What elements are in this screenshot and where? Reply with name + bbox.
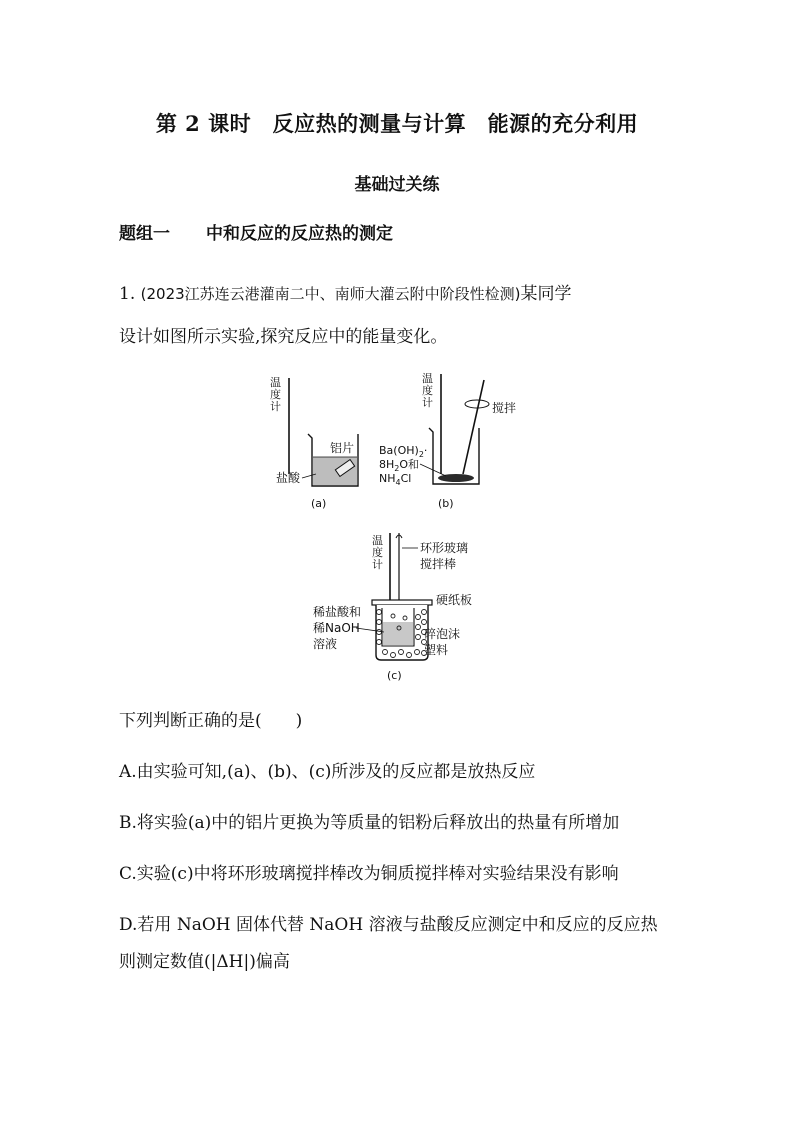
group-name: 中和反应的反应热的测定 [206,224,393,244]
stir-arrow-icon [465,400,489,408]
ring-stirrer-label-1: 环形玻璃 [420,541,469,555]
cardboard-lid [372,600,432,605]
question-prompt: 下列判断正确的是( ) [119,711,303,731]
acid-label: 盐酸 [276,471,301,485]
option-b: B.将实验(a)中的铝片更换为等质量的铝粉后释放出的热量有所增加 [119,813,620,833]
thermometer-label-a-3: 计 [270,400,281,413]
reagent-line-3: $NH_4Cl$ [379,472,412,487]
option-d-line-1: D.若用 NaOH 固体代替 NaOH 溶液与盐酸反应测定中和反应的反应热 [119,915,658,935]
solution-c [383,622,413,645]
stirring-rod-b [463,380,484,474]
thermometer-label-c-1: 温 [372,534,383,547]
thermometer-label-b-3: 计 [422,396,433,409]
option-c: C.实验(c)中将环形玻璃搅拌棒改为铜质搅拌棒对实验结果没有影响 [119,864,619,884]
reagent-line-1: $Ba(OH)_2\cdot$ [379,444,428,459]
thermometer-label-a-2: 度 [270,388,281,401]
group-label: 题组一 [119,224,170,244]
cardboard-label: 硬纸板 [436,593,473,607]
caption-b: (b) [438,497,454,510]
caption-c: (c) [387,669,402,682]
foam-label-1: 碎泡沫 [424,627,461,641]
apparatus-a [270,376,358,510]
option-d-line-2: 则测定数值(|ΔH|)偏高 [119,952,290,972]
ring-stirrer-label-2: 搅拌棒 [420,557,457,571]
apparatus-c [313,533,472,682]
question-number: 1. [119,284,136,304]
apparatus-b [379,372,516,510]
solution-label-3: 溶液 [313,637,338,651]
page-title: 第 2 课时 反应热的测量与计算 能源的充分利用 [155,111,639,136]
thermometer-label-b-1: 温 [422,372,433,385]
thermometer-label-c-2: 度 [372,546,383,559]
question-source: (2023江苏连云港灌南二中、南师大灌云附中阶段性检测) [140,285,521,303]
thermometer-label-c-3: 计 [372,558,383,571]
foam-label-2: 塑料 [424,643,449,657]
question-stem-part-2: 设计如图所示实验,探究反应中的能量变化。 [119,327,448,347]
solution-label-1: 稀盐酸和 [313,605,362,619]
caption-a: (a) [311,497,327,510]
reagent-line-2: $8H_2O$和 [379,458,420,473]
question-stem-part-1: 某同学 [520,284,572,304]
thermometer-label-b-2: 度 [422,384,433,397]
aluminum-label: 铝片 [330,441,355,455]
section-subtitle: 基础过关练 [354,175,440,195]
stir-label: 搅拌 [492,401,517,415]
solution-label-2: 稀NaOH [313,621,360,635]
option-a: A.由实验可知,(a)、(b)、(c)所涉及的反应都是放热反应 [119,762,536,782]
thermometer-label-a-1: 温 [270,376,281,389]
